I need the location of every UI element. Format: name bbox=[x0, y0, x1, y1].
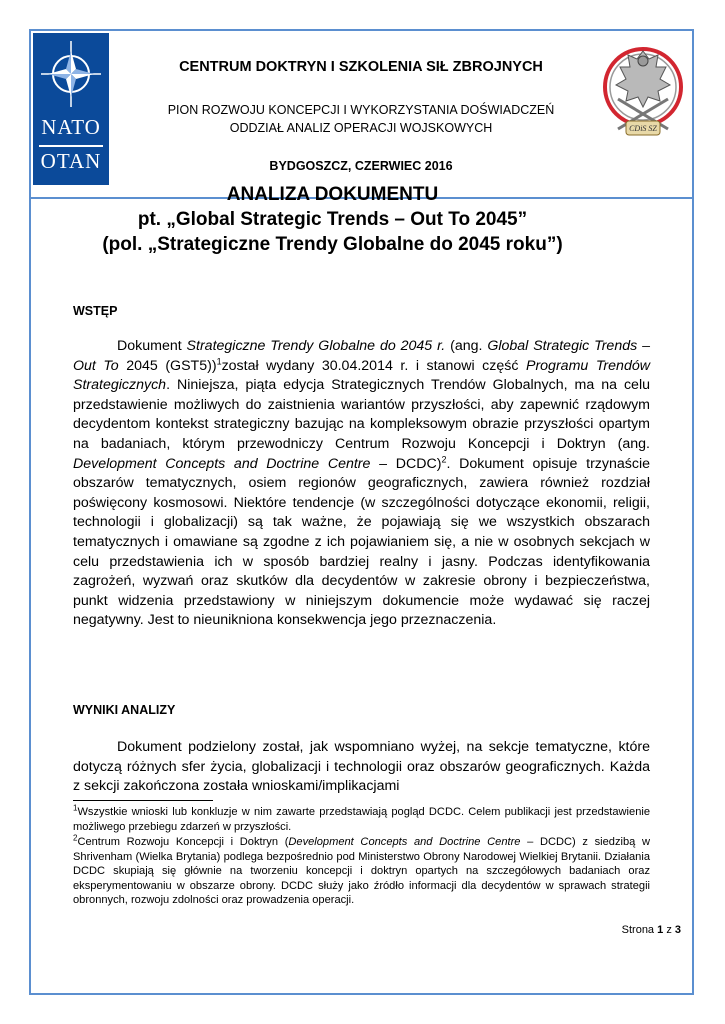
footnote-1-mark: 1 bbox=[73, 803, 78, 813]
intro-text-d: Global Strategic Trends – Out To bbox=[73, 338, 650, 374]
page-label: Strona bbox=[621, 924, 655, 936]
page-total: 3 bbox=[674, 924, 681, 936]
footnote-2-text-b: Development Concepts and Doctrine Centre bbox=[288, 836, 521, 848]
intro-text-b: Strategiczne Trendy Globalne do 2045 r. bbox=[186, 338, 446, 354]
page-sep: z bbox=[666, 924, 672, 936]
title-line-3: (pol. „Strategiczne Trendy Globalne do 2045 roku”) bbox=[102, 234, 563, 255]
crest-text: CDiS SZ bbox=[629, 124, 657, 133]
intro-heading: WSTĘP bbox=[73, 304, 118, 318]
intro-text-k: . Dokument opisuje trzynaście obszarów tematycznych, osiem regionów geograficznych, zawiera również rozdział poświęcony kosmosowi. Niektóre tendencje (w szczególności dotyczące ekonomii, religii, technologii i globalizacji) są tak ważne, że pojawiają się we wszystkich obszarach tematycznych i omawiane są zgodne z ich pojawianiem się, a nie w osobnych sekcjach w celu przedstawienia ich w sposób bardziej realny i jasny. Podczas identyfikowania zagrożeń, wyzwań oraz skutków dla decydentów w zakresie obrony i bezpieczeństwa, punkt widzenia przedstawiony w niniejszym dokumencie może wydawać się raczej negatywny. Jest to nieunikniona konsekwencja jego przeznaczenia. bbox=[73, 455, 651, 629]
place-date: BYDGOSZCZ, CZERWIEC 2016 bbox=[269, 159, 453, 173]
nato-label: NATO bbox=[41, 115, 101, 139]
intro-text-i: Development Concepts and Doctrine Centre bbox=[73, 455, 371, 472]
document-header bbox=[31, 31, 692, 199]
footnote-separator bbox=[73, 800, 213, 801]
results-heading: WYNIKI ANALIZY bbox=[73, 703, 176, 717]
page-number bbox=[622, 924, 681, 936]
intro-text-c: (ang. bbox=[445, 338, 488, 354]
nato-star-icon bbox=[41, 39, 101, 109]
otan-label: OTAN bbox=[40, 149, 102, 173]
footnote-2-text-c: – DCDC) z siedzibą w Shrivenham (Wielka Brytania) podlega bezpośrednio pod Ministerstwo Obrony Narodowej Wielkiej Brytanii. Działania DCDC skupiają się głównie na tworzeniu koncepcji i doktryn opartych na szczegółowych badaniach oraz eksperymentowaniu w obszarze obrony. DCDC służy jako źródło informacji dla decydentów w sprawach strategii obronnych, rozwoju zdolności oraz prowadzenia operacji. bbox=[73, 836, 650, 907]
nato-divider bbox=[39, 145, 103, 147]
division-name: PION ROZWOJU KONCEPCJI I WYKORZYSTANIA DOŚWIADCZEŃ bbox=[167, 103, 555, 117]
department-name: ODDZIAŁ ANALIZ OPERACJI WOJSKOWYCH bbox=[229, 121, 493, 135]
footnote-ref-2: 2 bbox=[441, 453, 447, 464]
results-paragraph bbox=[73, 738, 650, 797]
footnote-2 bbox=[73, 835, 650, 908]
intro-text-j: – DCDC) bbox=[370, 455, 442, 472]
title-line-1: ANALIZA DOKUMENTU bbox=[226, 184, 439, 205]
footnote-1 bbox=[73, 805, 650, 834]
intro-text-a: Dokument bbox=[117, 338, 187, 354]
org-division bbox=[121, 101, 601, 137]
org-name: CENTRUM DOKTRYN I SZKOLENIA SIŁ ZBROJNYCH bbox=[179, 59, 543, 75]
cdis-crest-icon bbox=[600, 37, 686, 153]
footnote-2-text-a: Centrum Rozwoju Koncepcji i Doktryn ( bbox=[77, 836, 289, 848]
intro-paragraph bbox=[73, 337, 650, 631]
footnote-ref-1: 1 bbox=[216, 355, 222, 366]
document-title bbox=[60, 182, 605, 257]
intro-text-h: . Niniejsza, piąta edycja Strategicznych Trendów Globalnych, ma na celu przedstawienie możliwych do zaistnienia wariantów przyszłości, aby zapewnić rządowym decydentom kontekst strategiczny bazując na kompleksowym obrazie przyszłości opartym na badaniach, którym przewodniczy Centrum Rozwoju Koncepcji i Doktryn (ang. bbox=[73, 377, 650, 452]
results-text: Dokument podzielony został, jak wspomniano wyżej, na sekcje tematyczne, które dotyczą różnych sfer życia, globalizacji i technologii oraz obszarów geograficznych. Każda z sekcji zakończona została wnioskami/implikacjami bbox=[73, 739, 650, 795]
intro-text-e: 2045 (GST5)) bbox=[118, 357, 217, 374]
title-line-2: pt. „Global Strategic Trends – Out To 2045” bbox=[137, 209, 528, 230]
footnote-1-text: Wszystkie wnioski lub konkluzje w nim zawarte przedstawiają pogląd DCDC. Celem publikacji jest przedstawienie możliwego przebiegu zdarzeń w przyszłości. bbox=[73, 806, 650, 833]
intro-text-f: został wydany 30.04.2014 r. i stanowi część bbox=[221, 357, 526, 374]
footnote-2-mark: 2 bbox=[73, 833, 78, 843]
intro-text-g: Programu Trendów Strategicznych bbox=[73, 357, 650, 394]
page-current: 1 bbox=[657, 924, 664, 936]
nato-logo bbox=[33, 33, 109, 185]
